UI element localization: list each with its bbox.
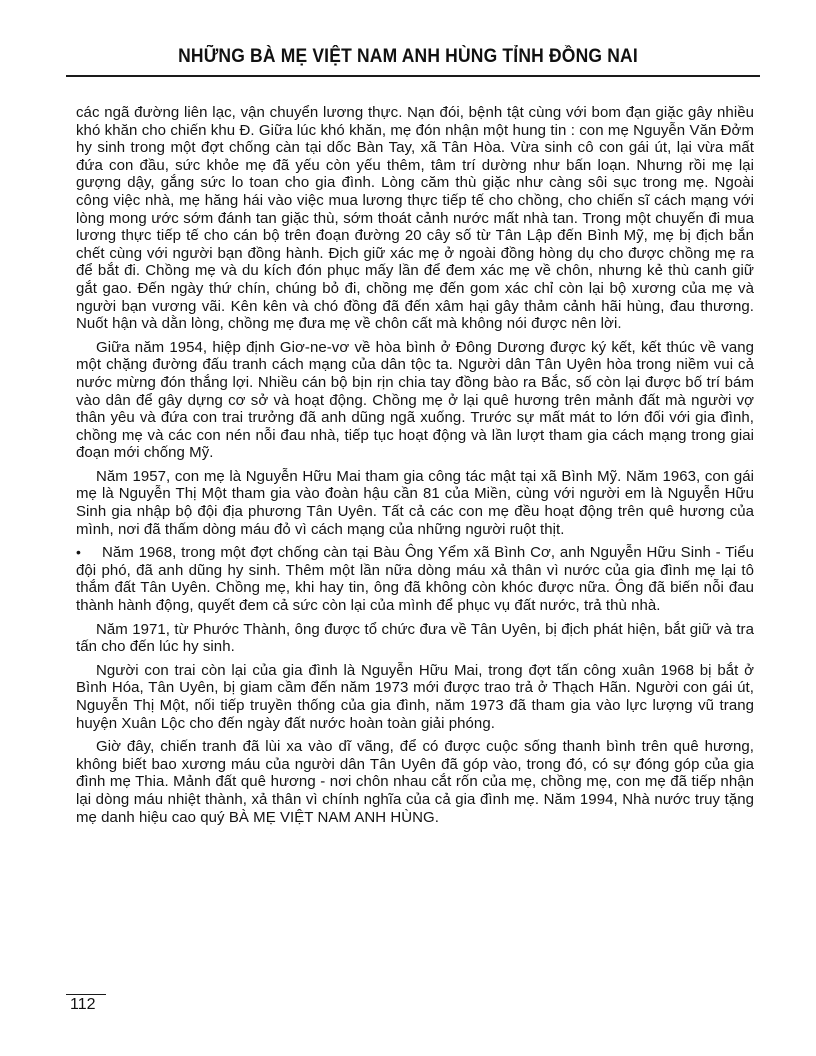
paragraph-7: Giờ đây, chiến tranh đã lùi xa vào dĩ vãng, để có được cuộc sống thanh bình trên quê hương, không biết bao xương máu của người dân Tân Uyên đã góp vào, trong đó, có sự đóng góp của gia đình mẹ Thia. Mảnh đất quê hương - nơi chôn nhau cắt rốn của mẹ, chồng mẹ, con mẹ đã tiếp nhận lại dòng máu nhiệt thành, xả thân vì chính nghĩa của cả gia đình mẹ. Năm 1994, Nhà nước truy tặng mẹ danh hiệu cao quý BÀ MẸ VIỆT NAM ANH HÙNG. xyxy=(76,738,754,826)
paragraph-6: Người con trai còn lại của gia đình là Nguyễn Hữu Mai, trong đợt tấn công xuân 1968 bị bắt ở Bình Hóa, Tân Uyên, bị giam cầm đến năm 1973 mới được trao trả ở Thạch Hãn. Người con gái út, Nguyễn Thị Một, nối tiếp truyền thống của gia đình, năm 1973 đã tham gia vào lực lượng vũ trang huyện Xuân Lộc cho đến ngày đất nước hoàn toàn giải phóng. xyxy=(76,661,754,732)
footer-rule xyxy=(66,994,106,995)
paragraph-2: Giữa năm 1954, hiệp định Giơ-ne-vơ về hòa bình ở Đông Dương được ký kết, kết thúc về vang một chặng đường đấu tranh cách mạng của dân tộc ta. Người dân Tân Uyên hòa trong niềm vui cả nước mừng đón thắng lợi. Nhiều cán bộ bịn rịn chia tay đồng bào ra Bắc, số còn lại được bố trí bám vào dân để gây dựng cơ sở và hoạt động. Chồng mẹ ở lại quê hương trên mảnh đất mà người vợ thân yêu và đứa con trai trưởng đã anh dũng ngã xuống. Trước sự mất mát to lớn đối với gia đình, chồng mẹ và các con nén nỗi đau nhà, tiếp tục hoạt động và lần lượt tham gia cách mạng trong giai đoạn mới chống Mỹ. xyxy=(76,338,754,462)
body-text xyxy=(76,104,754,832)
page-header-title: NHỮNG BÀ MẸ VIỆT NAM ANH HÙNG TỈNH ĐỒNG NAI xyxy=(178,46,638,67)
paragraph-3: Năm 1957, con mẹ là Nguyễn Hữu Mai tham gia công tác mật tại xã Bình Mỹ. Năm 1963, con gái mẹ là Nguyễn Thị Một tham gia vào đoàn hậu cần 81 của Miền, cùng với người em là Nguyễn Hữu Sinh gia nhập bộ đội địa phương Tân Uyên. Tất cả các con mẹ đều hoạt động trên quê hương của mình, nơi đã thấm dòng máu đỏ vì cách mạng của những người ruột thịt. xyxy=(76,467,754,538)
bullet-mark: • xyxy=(76,544,81,561)
page-number: 112 xyxy=(70,996,96,1013)
paragraph-4 xyxy=(76,544,754,614)
paragraph-4-text: Năm 1968, trong một đợt chống càn tại Bàu Ông Yểm xã Bình Cơ, anh Nguyễn Hữu Sinh - Tiểu đội phó, đã anh dũng hy sinh. Thêm một lần nữa dòng máu xả thân vì nước của gia đình mẹ lại tô thắm đất Tân Uyên. Chồng mẹ, khi hay tin, ông đã không còn khóc được nữa. Ông đã biến nỗi đau thành hành động, quyết đem cả sức còn lại của mình để phục vụ đất nước, trả thù nhà. xyxy=(76,544,754,615)
header-rule xyxy=(66,75,760,77)
paragraph-1: các ngã đường liên lạc, vận chuyển lương thực. Nạn đói, bệnh tật cùng với bom đạn giặc gây nhiều khó khăn cho chiến khu Đ. Giữa lúc khó khăn, mẹ đón nhận một hung tin : con mẹ Nguyễn Văn Đởm hy sinh trong một đợt chống càn tại dốc Bàn Tay, xã Tân Hòa. Vừa sinh cô con gái út, lại vừa mất đứa con đầu, sức khỏe mẹ đã yếu còn yếu thêm, tâm trí dường như bấn loạn. Nhưng rồi mẹ lại gượng dậy, gắng sức lo toan cho gia đình. Lòng căm thù giặc như càng sôi sục trong mẹ. Ngoài công việc nhà, mẹ hăng hái vào việc mua lương thực tiếp tế cho chồng, cho chiến sĩ cách mạng với lòng mong ước sớm đánh tan giặc thù, sớm thoát cảnh nước mất nhà tan. Trong một chuyến đi mua lương thực tiếp tế cho cán bộ trên đoạn đường 20 cây số từ Tân Lập đến Bình Mỹ, mẹ bị địch bắn chết cùng với người bạn đồng hành. Địch giữ xác mẹ ở ngoài đồng hòng dụ cho được chồng mẹ ra để bắt đi. Chồng mẹ và du kích đón phục mấy lần để đem xác mẹ về chôn, nhưng kẻ thù canh giữ gắt gao. Đến ngày thứ chín, chúng bỏ đi, chồng mẹ đến gom xác chỉ còn lại bộ xương của mẹ và người bạn vương vãi. Kên kên và chó đồng đã đến xâm hại gây thảm cảnh hãi hùng, đau thương. Nuốt hận và dằn lòng, chồng mẹ đưa mẹ về chôn cất mà không nói được nên lời. xyxy=(76,104,754,333)
paragraph-5: Năm 1971, từ Phước Thành, ông được tổ chức đưa về Tân Uyên, bị địch phát hiện, bắt giữ và tra tấn cho đến lúc hy sinh. xyxy=(76,620,754,656)
